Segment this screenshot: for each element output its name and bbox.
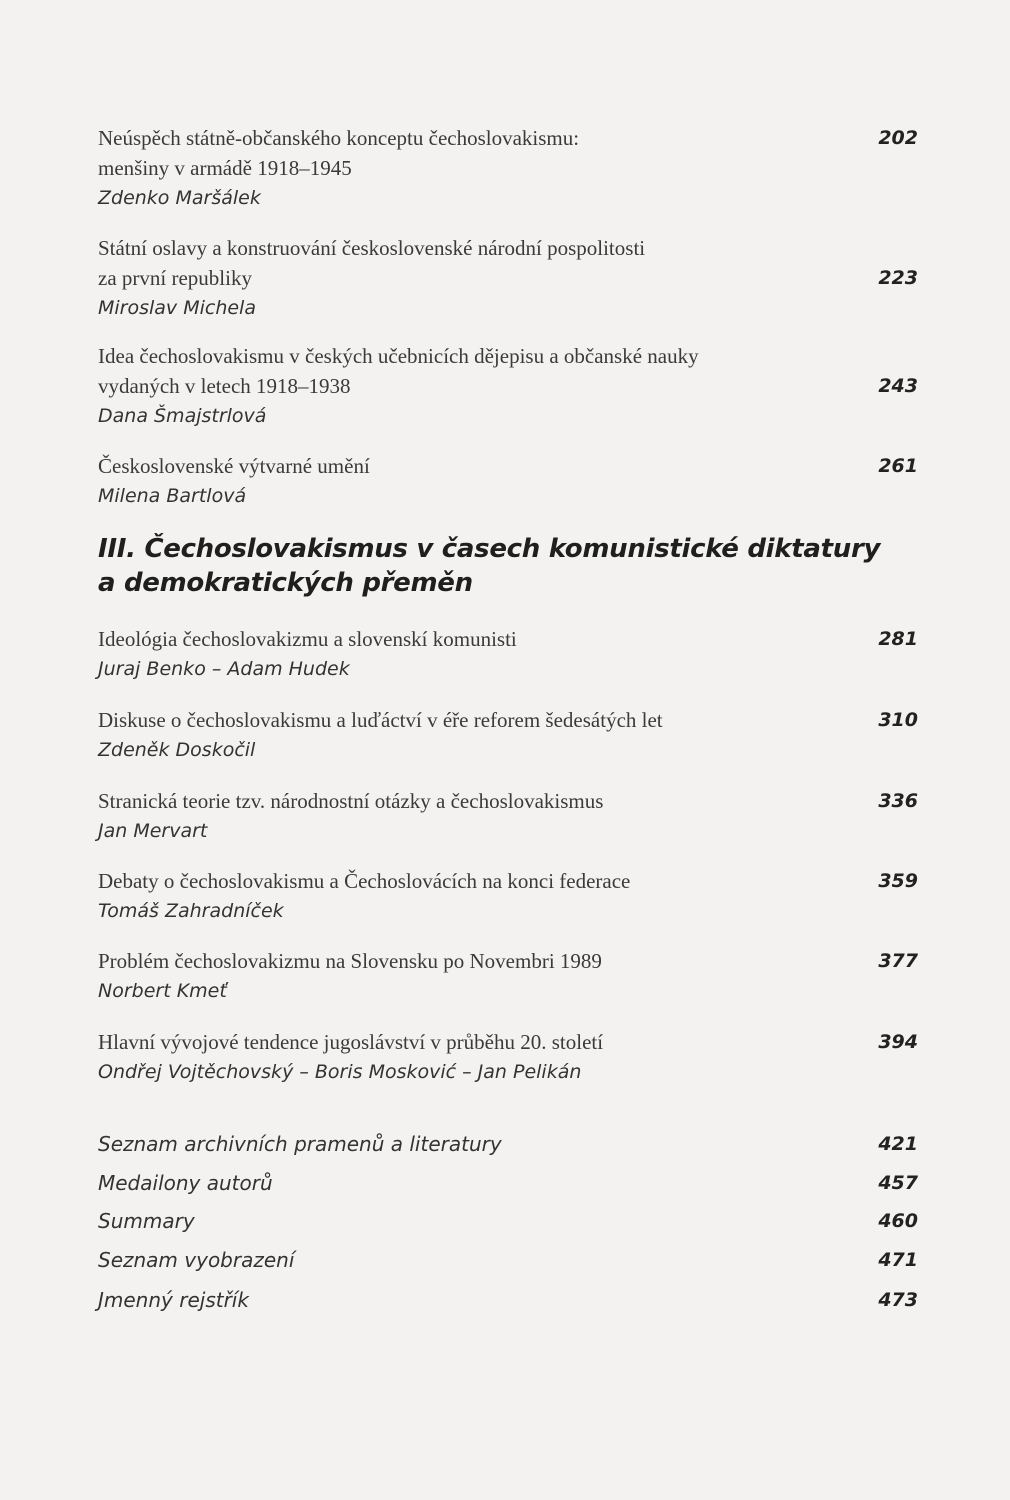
entry-page-number: 223 [878,267,918,289]
entry-author: Juraj Benko – Adam Hudek [98,658,350,680]
entry-author: Tomáš Zahradníček [98,900,284,922]
back-matter-page-number: 460 [878,1210,918,1232]
entry-page-number: 261 [878,455,918,477]
entry-title-line: Problém čechoslovakizmu na Slovensku po Novembri 1989 [98,949,602,973]
back-matter-page-number: 473 [878,1289,918,1311]
entry-page-number: 310 [878,709,918,731]
entry-title-line: Československé výtvarné umění [98,454,370,478]
toc-entry [98,786,928,846]
entry-author: Milena Bartlová [98,485,247,507]
toc-entry [98,451,928,511]
entry-title-line: Hlavní vývojové tendence jugoslávství v průběhu 20. století [98,1030,604,1054]
entry-page-number: 359 [878,870,918,892]
back-matter-label: Medailony autorů [98,1171,273,1195]
entry-author: Norbert Kmeť [98,980,227,1002]
back-matter-item [98,1243,928,1277]
entry-page-number: 202 [878,127,918,149]
toc-entry [98,123,928,213]
entry-title-line: Ideológia čechoslovakizmu a slovenskí komunisti [98,627,517,651]
entry-author: Dana Šmajstrlová [98,405,267,427]
entry-title-line: Neúspěch státně-občanského konceptu čechoslovakismu: [98,126,580,150]
entry-title-line: menšiny v armádě 1918–1945 [98,156,352,180]
back-matter-item [98,1283,928,1317]
entry-title-line: Diskuse o čechoslovakismu a luďáctví v éře reforem šedesátých let [98,708,663,732]
entry-title-line: Stranická teorie tzv. národnostní otázky a čechoslovakismus [98,789,604,813]
entry-author: Jan Mervart [98,820,208,842]
back-matter-item [98,1204,928,1238]
toc-entry [98,1027,928,1087]
entry-page-number: 377 [878,950,918,972]
entry-title-line: Idea čechoslovakismu v českých učebnicích dějepisu a občanské nauky [98,344,699,368]
back-matter-label: Summary [98,1209,195,1233]
toc-entry [98,705,928,765]
entry-page-number: 336 [878,790,918,812]
back-matter-page-number: 421 [878,1133,918,1155]
back-matter-item [98,1127,928,1161]
toc-entry [98,946,928,1006]
entry-author: Ondřej Vojtěchovský – Boris Mosković – Jan Pelikán [98,1061,582,1083]
back-matter-label: Seznam vyobrazení [98,1248,295,1272]
toc-entry [98,866,928,926]
entry-title-line: Debaty o čechoslovakismu a Čechoslovácích na konci federace [98,869,631,893]
back-matter-item [98,1166,928,1200]
back-matter-label: Jmenný rejstřík [98,1288,249,1312]
section-heading-line: a demokratických přeměn [98,568,473,598]
section-heading [98,532,918,600]
entry-author: Zdeněk Doskočil [98,739,256,761]
section-heading-line: III. Čechoslovakismus v časech komunistické diktatury [98,534,881,564]
entry-author: Miroslav Michela [98,297,256,319]
toc-entry [98,233,928,323]
entry-author: Zdenko Maršálek [98,187,261,209]
back-matter-label: Seznam archivních pramenů a literatury [98,1132,502,1156]
back-matter-page-number: 471 [878,1249,918,1271]
entry-title-line: za první republiky [98,266,252,290]
entry-page-number: 243 [878,375,918,397]
entry-page-number: 394 [878,1031,918,1053]
entry-title-line: Státní oslavy a konstruování československé národní pospolitosti [98,236,646,260]
entry-page-number: 281 [878,628,918,650]
back-matter-page-number: 457 [878,1172,918,1194]
toc-entry [98,624,928,684]
toc-entry [98,341,928,431]
entry-title-line: vydaných v letech 1918–1938 [98,374,351,398]
